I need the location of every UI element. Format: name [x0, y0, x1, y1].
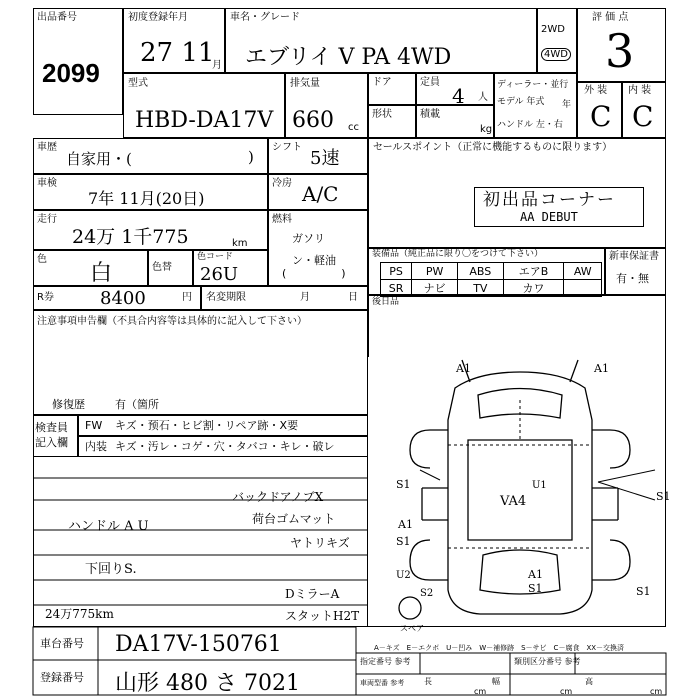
model-label: 型式: [128, 78, 148, 89]
fuel-paren: ( ): [282, 267, 346, 280]
equip-abs: ABS: [458, 263, 504, 280]
color-label: 色: [37, 254, 47, 265]
usage-label: 車歴: [37, 142, 57, 153]
fw-items: キズ・预石・ヒビ割・リペア跡・X要: [115, 419, 299, 432]
usage-close: ): [248, 148, 254, 166]
interior-check-items: キズ・汚レ・コゲ・穴・タバコ・キレ・破レ: [115, 440, 335, 453]
equipment-label: 装備品（純正品に限り〇をつけて下さい）: [372, 249, 544, 259]
mark-a1-top-left: A1: [456, 362, 471, 375]
name-change-month: 月: [300, 292, 310, 303]
mark-a1-rear: A1: [528, 568, 543, 581]
mark-u2-left: U2: [396, 570, 411, 581]
shift-label: シフト: [272, 142, 302, 153]
sales-point-label: セールスポイント（正常に機能するものに限ります）: [373, 142, 613, 153]
interior-spec-label: 内 装: [628, 85, 652, 96]
shift-value: 5速: [310, 148, 340, 169]
spare-label: スペア: [400, 624, 424, 633]
damage-legend: A－キズ E－エクボ U－凹み W－補修跡 S－サビ C－腐食 XX－交換済: [374, 644, 625, 652]
equip-ps: PS: [381, 263, 412, 280]
entry-label: 記入欄: [35, 436, 68, 449]
recycle-unit: 円: [182, 292, 192, 303]
model-value: HBD-DA17V: [135, 108, 274, 133]
equip-pw: PW: [412, 263, 458, 280]
equip-leather: カワ: [503, 280, 564, 297]
displacement-label: 排気量: [290, 78, 320, 89]
car-body-outline: [410, 360, 630, 614]
mileage-label: 走行: [37, 214, 57, 225]
inspector-label: 検査員: [35, 421, 68, 434]
inspection-label: 車検: [37, 178, 57, 189]
equip-aw: AW: [564, 263, 602, 280]
note-line-8: スタットH2T: [285, 609, 360, 623]
score-value: 3: [605, 24, 635, 78]
note-line-4: ハンドル A U: [68, 519, 149, 534]
shape-label: 形状: [372, 109, 392, 120]
name-change-day: 日: [348, 292, 358, 303]
note-line-7: 24万775km: [45, 607, 114, 621]
model-year-unit: 年: [562, 100, 572, 110]
color-value: 白: [90, 261, 113, 286]
mark-va4-roof: VA4: [500, 494, 527, 509]
model-year-label: モデル 年式: [497, 97, 545, 107]
recycle-label: R券: [37, 292, 54, 303]
chassis-label: 車台番号: [40, 637, 84, 650]
interior-value: C: [632, 100, 654, 133]
category-label: 類別区分番号 参考: [514, 657, 581, 666]
height-label: 高: [585, 677, 593, 686]
aftermarket-label: 後日品: [372, 297, 400, 307]
equip-navi: ナビ: [412, 280, 458, 297]
length-label: 長: [424, 677, 432, 686]
mark-a1-top-right: A1: [594, 362, 609, 375]
fuel-options: ガソリン・軽油: [292, 232, 336, 267]
repair-value: 有（箇所: [115, 398, 159, 411]
name-change-label: 名変期限: [206, 292, 246, 303]
interior-check-label: 内装: [85, 440, 107, 453]
first-reg-month-mark: 月: [212, 60, 222, 71]
chassis-value: DA17V-150761: [115, 632, 282, 657]
note-line-1: バックドアノブX: [232, 490, 324, 504]
warranty-label: 新車保証書: [609, 251, 659, 262]
note-line-6: DミラーA: [285, 587, 340, 601]
handle-label: ハンドル 左・右: [497, 120, 563, 130]
mileage-value: 24万 1千775: [72, 226, 189, 248]
note-line-3: ヤトリキズ: [290, 536, 350, 550]
width-unit: cm: [560, 687, 573, 696]
warranty-value: 有・無: [616, 272, 649, 285]
score-label: 評 価 点: [592, 12, 629, 23]
reg-value: 山形 480 さ 7021: [115, 671, 300, 696]
color-code-label: 色コード: [197, 252, 234, 262]
equip-sr: SR: [381, 280, 412, 297]
load-unit: kg: [480, 124, 493, 135]
car-dashed-lines: [448, 400, 592, 548]
drive-4wd: 4WD: [541, 48, 571, 61]
mark-a1-left-door: A1: [398, 518, 413, 531]
mileage-unit: km: [232, 238, 248, 249]
height-unit: cm: [650, 687, 663, 696]
note-line-2: 荷台ゴムマット: [252, 512, 336, 526]
mark-s1-rear: S1: [528, 582, 543, 595]
mark-s1-left-rear: S1: [396, 535, 411, 548]
load-label: 積載: [420, 109, 440, 120]
color-code-value: 26U: [200, 264, 239, 285]
mark-s2-left: S2: [420, 588, 434, 599]
equip-airbag: エアB: [503, 263, 564, 280]
capacity-label: 定員: [420, 77, 440, 88]
car-name-value: エブリイ V PA 4WD: [245, 45, 452, 70]
first-reg-value: 27 11: [140, 38, 215, 68]
reg-label: 登録番号: [40, 671, 84, 684]
fw-label: FW: [85, 419, 103, 432]
width-label: 幅: [492, 677, 500, 686]
car-id-label: 車両型番 参考: [360, 679, 405, 687]
lot-label: 出品番号: [37, 12, 77, 23]
aircon-label: 冷房: [272, 178, 292, 189]
debut-en: AA DEBUT: [520, 210, 578, 224]
mark-s1-right-rear: S1: [636, 585, 651, 598]
color-change-label: 色替: [152, 262, 172, 273]
displacement-unit: cc: [348, 122, 359, 133]
debut-jp: 初出品コーナー: [483, 190, 616, 210]
mark-s1-right: S1: [656, 490, 671, 503]
designation-label: 指定番号 参考: [360, 657, 411, 666]
door-label: ドア: [372, 77, 392, 88]
usage-value: 自家用・(: [66, 150, 132, 168]
mark-u1-roof: U1: [532, 480, 547, 491]
note-line-5: 下回りS.: [85, 562, 137, 577]
inspection-value: 7年 11月(20日): [88, 189, 205, 208]
dealer-label: ディーラー・並行: [497, 80, 569, 90]
repair-label: 修復歴: [52, 398, 85, 411]
length-unit: cm: [474, 687, 487, 696]
exterior-label: 外 装: [584, 85, 608, 96]
lot-number: 2099: [42, 58, 100, 88]
exterior-value: C: [590, 100, 612, 133]
equip-tv: TV: [458, 280, 504, 297]
first-reg-label: 初度登録年月: [128, 12, 188, 23]
capacity-unit: 人: [478, 92, 488, 103]
caution-label: 注意事項申告欄（不具合内容等は具体的に記入して下さい）: [37, 316, 307, 327]
fuel-label: 燃料: [272, 214, 292, 225]
capacity-value: 4: [452, 84, 465, 108]
aircon-value: A/C: [302, 182, 339, 206]
car-name-label: 車名・グレード: [230, 12, 300, 23]
spare-tire-icon: [399, 597, 421, 619]
drive-2wd: 2WD: [541, 24, 565, 35]
mark-s1-left: S1: [396, 478, 411, 491]
recycle-value: 8400: [100, 288, 146, 309]
displacement-value: 660: [292, 108, 334, 133]
